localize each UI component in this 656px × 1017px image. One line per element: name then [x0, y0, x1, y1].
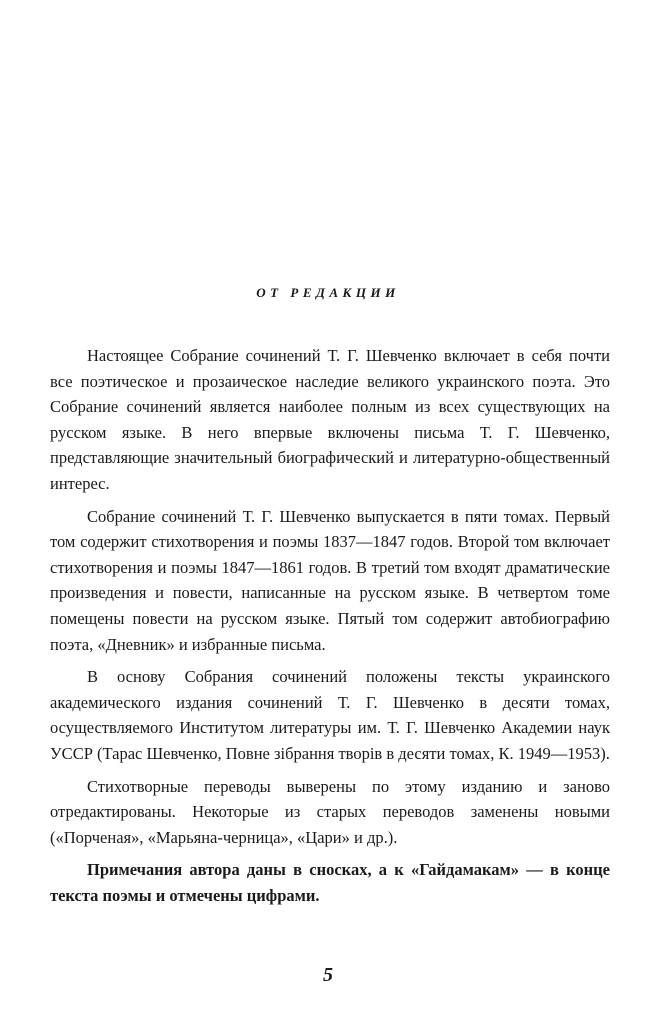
paragraph: В основу Собрания сочинений положены тексты украинского академического издания сочинений Т. Г. Шевченко в десяти томах, осуществляемого Институтом литературы им. Т. Г. Шевченко Академии наук УССР (Тарас Шевченко, Повне зiбрання творiв в десяти томах, К. 1949—1953).	[50, 667, 610, 763]
page-number: 5	[323, 964, 333, 986]
paragraph: Настоящее Собрание сочинений Т. Г. Шевченко включает в себя почти все поэтическое и прозаическое наследие великого украинского поэта. Это Собрание сочинений является наиболее полным из всех существующих на русском языке. В него впервые включены письма Т. Г. Шевченко, представляющие значительный биографический и литературно-общественный интерес.	[50, 346, 610, 493]
body-text	[50, 343, 610, 915]
paragraph: Собрание сочинений Т. Г. Шевченко выпускается в пяти томах. Первый том содержит стихотворения и поэмы 1837—1847 годов. Второй том включает стихотворения и поэмы 1847—1861 годов. В третий том входят драматические произведения и повести, написанные на русском языке. В четвертом томе помещены повести на русском языке. Пятый том содержит автобиографию поэта, «Дневник» и избранные письма.	[50, 506, 610, 654]
section-heading: ОТ РЕДАКЦИИ	[256, 285, 400, 300]
paragraph: Примечания автора даны в сносках, а к «Гайдамакам» — в конце текста поэмы и отмечены цифрами.	[50, 860, 610, 905]
paragraph: Стихотворные переводы выверены по этому изданию и заново отредактированы. Некоторые из старых переводов заменены новыми («Порченая», «Марьяна-черница», «Цари» и др.).	[50, 776, 610, 847]
